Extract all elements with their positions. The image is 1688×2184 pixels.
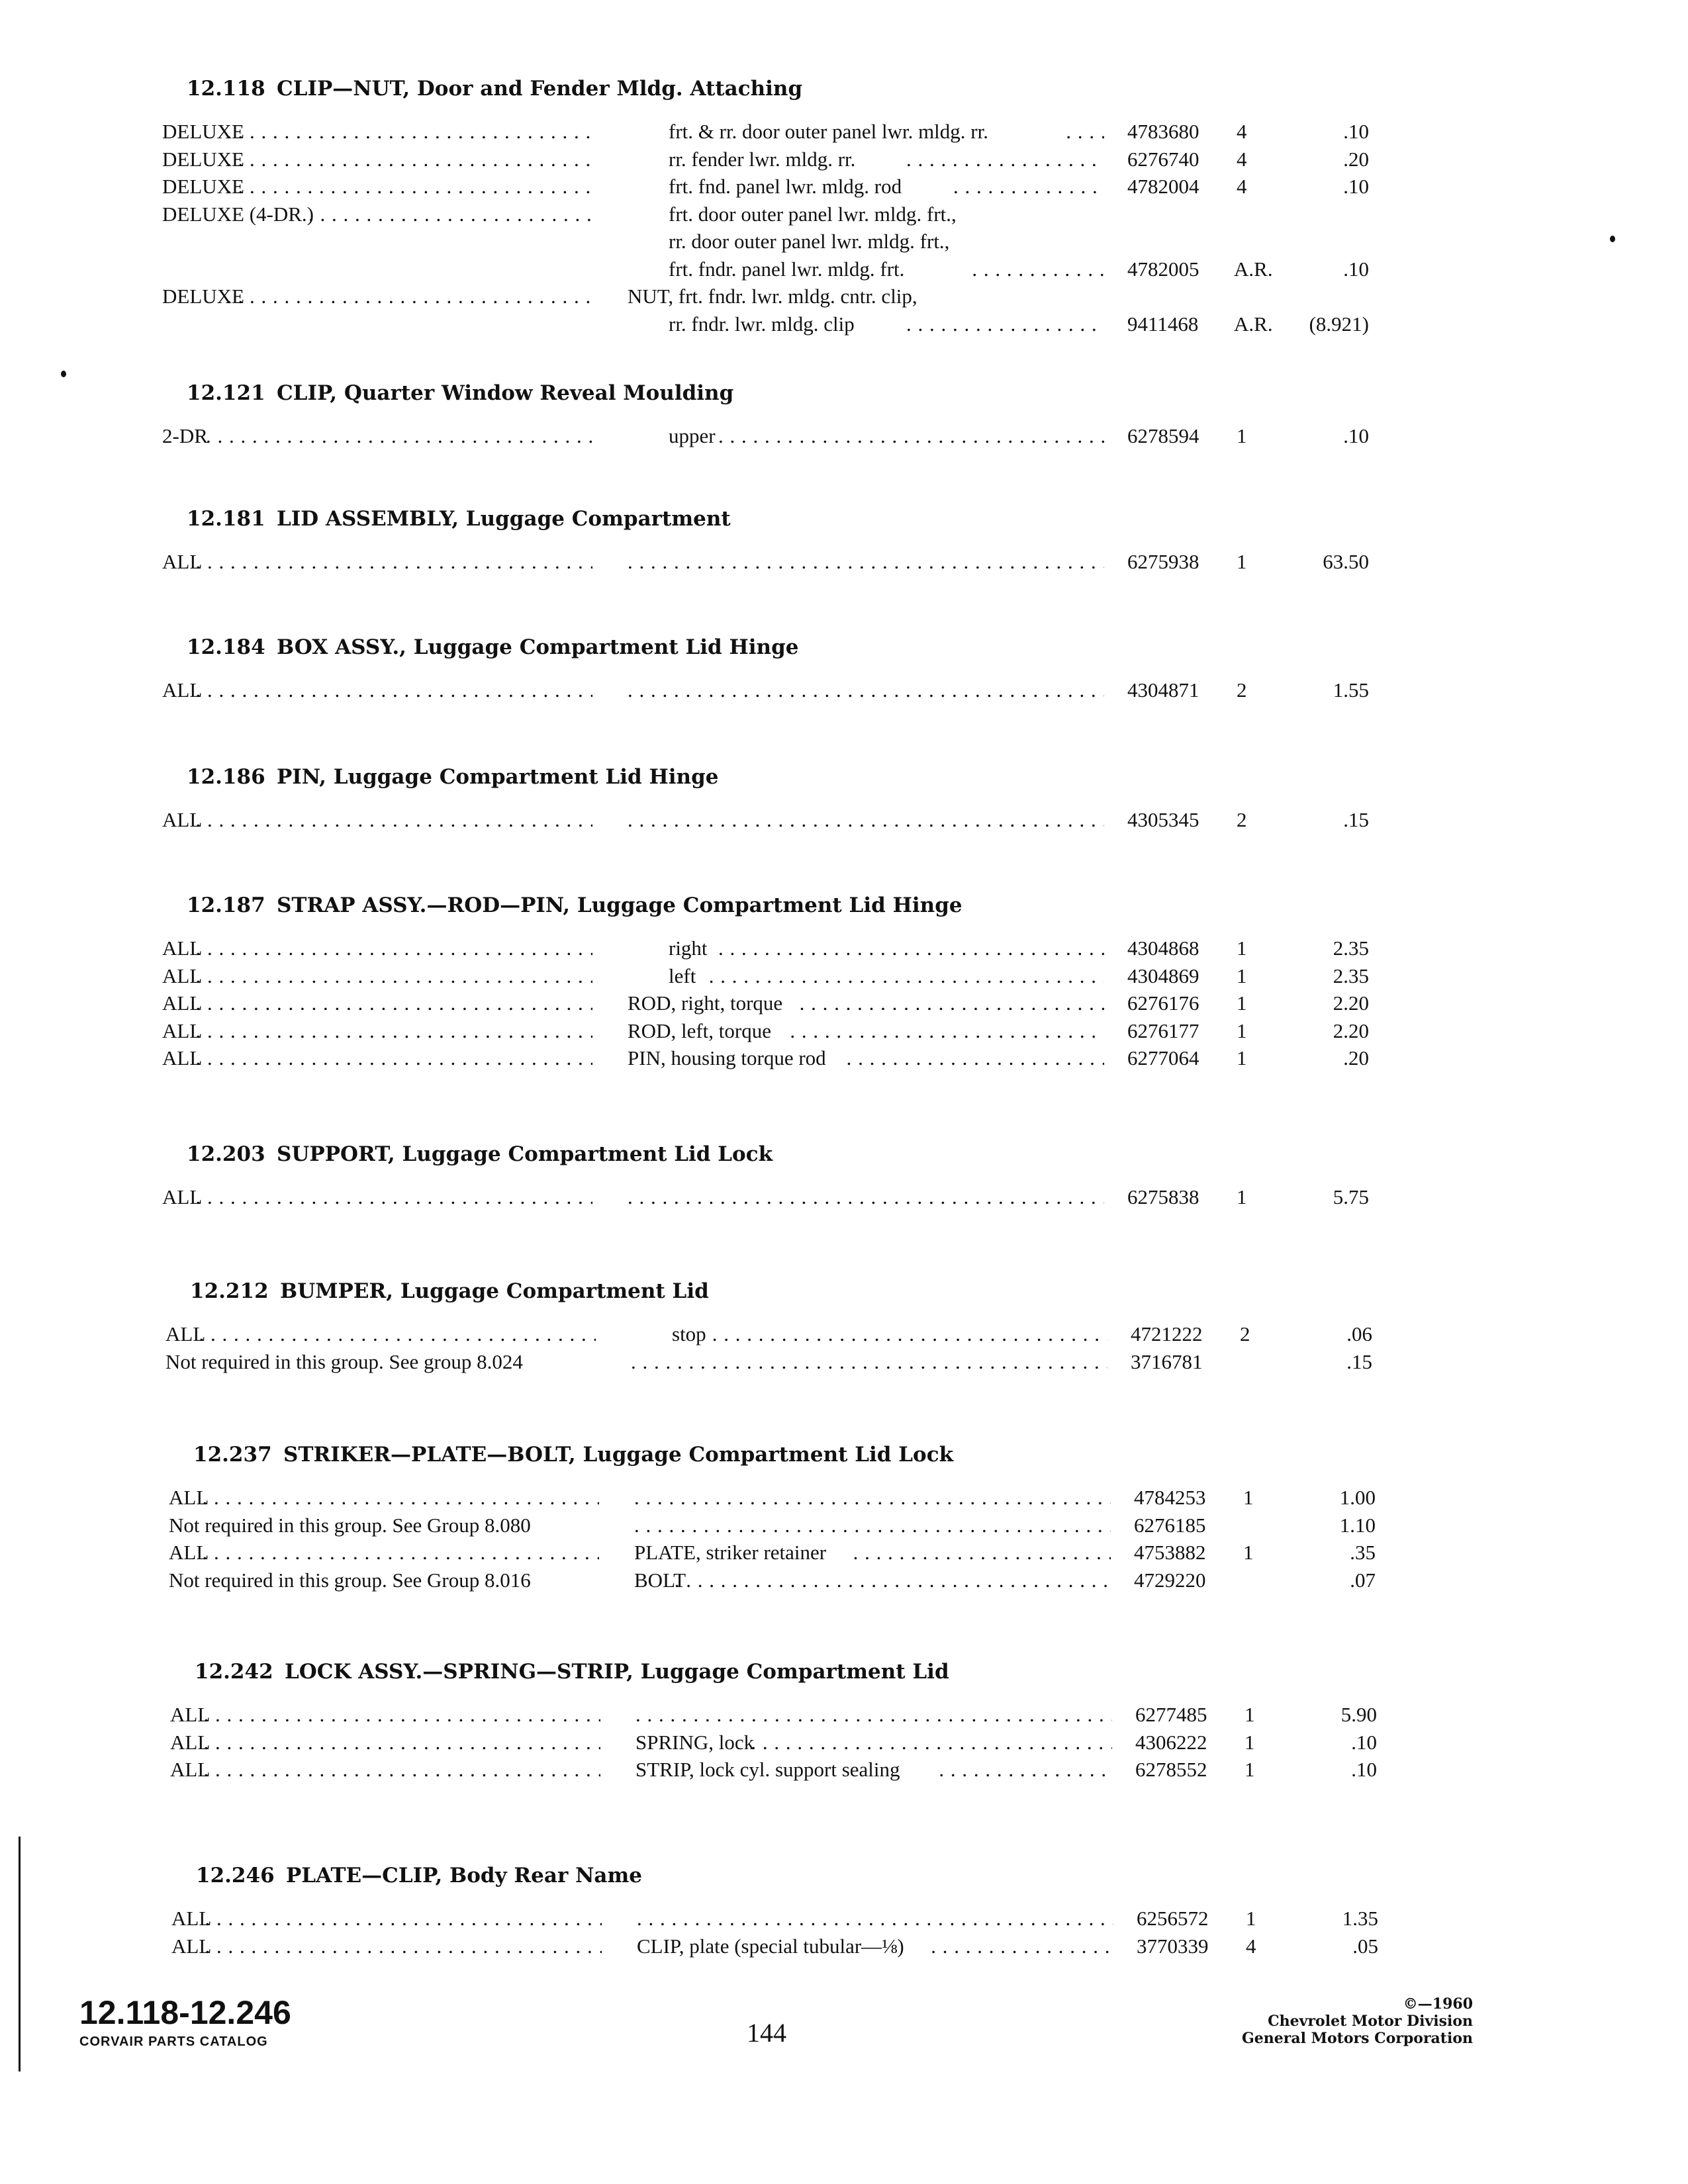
parts-row	[0, 1348, 1688, 1376]
description-cell: rr. door outer panel lwr. mldg. frt.,	[669, 230, 950, 253]
group-number: 12.184	[187, 635, 265, 659]
quantity-cell: 1	[1237, 550, 1247, 573]
dot-leader	[637, 1905, 1113, 1933]
parts-row	[0, 989, 1688, 1017]
part-number-cell: 6276185	[1134, 1513, 1206, 1537]
parts-row	[0, 1933, 1688, 1960]
part-number-cell: 6276177	[1127, 1019, 1199, 1042]
quantity-cell: 4	[1246, 1934, 1256, 1958]
dot-leader	[308, 201, 592, 228]
dot-leader	[972, 255, 1104, 283]
group-number: 12.203	[187, 1142, 265, 1166]
part-number-cell: 3770339	[1137, 1934, 1209, 1958]
model-cell: Not required in this group. See Group 8.016	[169, 1568, 531, 1592]
corporation-line: General Motors Corporation	[1241, 2030, 1473, 2047]
description-cell: frt. fnd. panel lwr. mldg. rod	[669, 175, 902, 198]
model-cell: ALL	[162, 1046, 203, 1069]
group-title: LOCK ASSY.—SPRING—STRIP, Luggage Compartment Lid	[285, 1660, 949, 1684]
quantity-cell: 1	[1244, 1758, 1255, 1781]
part-number-cell: 4784253	[1134, 1486, 1206, 1509]
quantity-cell: 2	[1237, 808, 1247, 831]
dot-leader	[628, 1183, 1104, 1211]
group-number: 12.212	[190, 1279, 269, 1303]
price-cell: .10	[1343, 257, 1369, 281]
quantity-cell: 1	[1237, 1046, 1247, 1069]
group-title: PLATE—CLIP, Body Rear Name	[286, 1864, 643, 1888]
group-heading	[0, 630, 1688, 670]
quantity-cell: 1	[1244, 1730, 1255, 1754]
model-cell: DELUXE (4-DR.)	[162, 202, 314, 226]
parts-group	[0, 1655, 1688, 1784]
price-cell: .20	[1343, 147, 1369, 171]
model-cell: ALL	[165, 1322, 206, 1345]
description-cell: rr. fndr. lwr. mldg. clip	[669, 312, 855, 336]
price-cell: 1.10	[1339, 1513, 1376, 1537]
description-cell: right	[669, 936, 708, 960]
parts-row	[0, 1701, 1688, 1729]
parts-row	[0, 146, 1688, 173]
price-cell: 2.20	[1333, 1019, 1369, 1042]
model-cell: ALL	[162, 1019, 203, 1042]
description-cell: left	[669, 964, 696, 987]
dot-leader	[203, 1539, 600, 1567]
group-number: 12.121	[187, 381, 265, 405]
dot-leader	[635, 1701, 1112, 1729]
quantity-cell: 1	[1237, 424, 1247, 447]
model-cell: ALL	[162, 808, 203, 831]
group-title: PIN, Luggage Compartment Lid Hinge	[277, 765, 719, 789]
part-number-cell: 4729220	[1134, 1568, 1206, 1592]
description-cell: ROD, right, torque	[628, 991, 783, 1015]
dot-leader	[196, 962, 593, 990]
dot-leader	[196, 806, 593, 834]
parts-row	[0, 934, 1688, 962]
part-number-cell: 4304868	[1127, 936, 1199, 960]
parts-rows	[0, 422, 1688, 450]
parts-group	[0, 502, 1688, 576]
price-cell: 2.35	[1333, 936, 1369, 960]
model-cell: DELUXE	[162, 120, 244, 143]
dot-leader	[196, 1183, 593, 1211]
price-cell: 1.00	[1339, 1486, 1376, 1509]
description-cell: CLIP, plate (special tubular—⅛)	[637, 1934, 904, 1958]
parts-row	[0, 173, 1688, 201]
model-cell: ALL	[162, 936, 203, 960]
page-number: 144	[747, 2018, 786, 2048]
model-cell: ALL	[162, 678, 203, 702]
quantity-cell: 4	[1237, 175, 1247, 198]
dot-leader	[226, 118, 592, 146]
price-cell: .10	[1343, 175, 1369, 198]
quantity-cell: 1	[1243, 1486, 1254, 1509]
part-number-cell: 6278552	[1135, 1758, 1207, 1781]
publisher-block	[1242, 1995, 1473, 2047]
parts-rows	[0, 676, 1688, 704]
parts-rows	[0, 1905, 1688, 1960]
parts-group	[0, 1437, 1688, 1594]
dot-leader	[853, 1539, 1111, 1567]
parts-group	[0, 760, 1688, 834]
parts-group	[0, 376, 1688, 450]
description-cell: STRIP, lock cyl. support sealing	[635, 1758, 900, 1781]
quantity-cell: 1	[1237, 964, 1247, 987]
dot-leader	[931, 1933, 1113, 1960]
parts-row	[0, 1905, 1688, 1933]
dot-leader	[790, 1017, 1104, 1045]
price-cell: .07	[1350, 1568, 1376, 1592]
part-number-cell: 4305345	[1127, 808, 1199, 831]
quantity-cell: A.R.	[1234, 312, 1273, 336]
group-number: 12.187	[187, 893, 265, 917]
price-cell: 63.50	[1323, 550, 1369, 573]
parts-row	[0, 1320, 1688, 1348]
price-cell: .10	[1343, 424, 1369, 447]
group-title: BUMPER, Luggage Compartment Lid	[280, 1279, 709, 1303]
price-cell: 5.75	[1333, 1185, 1369, 1208]
dot-leader	[204, 1701, 601, 1729]
description-cell: NUT, frt. fndr. lwr. mldg. cntr. clip,	[628, 285, 917, 308]
dot-leader	[226, 283, 592, 310]
group-title: STRAP ASSY.—ROD—PIN, Luggage Compartment Lid Hinge	[277, 893, 962, 917]
group-heading	[0, 1858, 1688, 1898]
parts-group	[0, 71, 1688, 338]
parts-rows	[0, 118, 1688, 338]
description-cell: rr. fender lwr. mldg. rr.	[669, 147, 856, 171]
dot-leader	[847, 1044, 1104, 1072]
parts-rows	[0, 1701, 1688, 1784]
dot-leader	[205, 1905, 602, 1933]
group-heading	[0, 1655, 1688, 1694]
parts-row	[0, 1539, 1688, 1567]
group-heading	[0, 71, 1688, 111]
dot-leader	[196, 1017, 593, 1045]
parts-row	[0, 1044, 1688, 1072]
dot-leader	[206, 422, 592, 450]
dot-leader	[718, 934, 1104, 962]
parts-row	[0, 1484, 1688, 1512]
parts-group	[0, 1137, 1688, 1211]
model-cell: DELUXE	[162, 285, 244, 308]
dot-leader	[628, 676, 1104, 704]
price-cell: 2.20	[1333, 991, 1369, 1015]
group-heading	[0, 502, 1688, 541]
dot-leader	[199, 1320, 596, 1348]
description-cell: frt. & rr. door outer panel lwr. mldg. rr.	[669, 120, 988, 143]
parts-row	[0, 548, 1688, 576]
quantity-cell: 1	[1237, 991, 1247, 1015]
dot-leader	[204, 1756, 601, 1784]
speck-mark	[1610, 236, 1615, 242]
quantity-cell: 1	[1237, 1185, 1247, 1208]
dot-leader	[628, 806, 1104, 834]
parts-row	[0, 1756, 1688, 1784]
model-cell: ALL	[171, 1907, 212, 1930]
part-number-cell: 6276740	[1127, 147, 1199, 171]
model-cell: ALL	[162, 991, 203, 1015]
dot-leader	[1066, 118, 1104, 146]
quantity-cell: 1	[1237, 936, 1247, 960]
model-cell: Not required in this group. See group 8.024	[165, 1349, 523, 1373]
group-number: 12.118	[187, 77, 265, 101]
dot-leader	[196, 934, 593, 962]
footer-group-range: 12.118-12.246	[79, 1994, 291, 2031]
model-cell: ALL	[169, 1486, 209, 1509]
group-title: STRIKER—PLATE—BOLT, Luggage Compartment Lid Lock	[283, 1443, 954, 1467]
part-number-cell: 6277485	[1135, 1703, 1207, 1726]
dot-leader	[906, 310, 1104, 338]
parts-row	[0, 1183, 1688, 1211]
parts-row	[0, 676, 1688, 704]
parts-row	[0, 201, 1688, 228]
parts-group	[0, 888, 1688, 1072]
group-heading	[0, 1437, 1688, 1477]
part-number-cell: 6276176	[1127, 991, 1199, 1015]
parts-group	[0, 1274, 1688, 1375]
model-cell: ALL	[170, 1758, 211, 1781]
group-number: 12.181	[187, 507, 265, 531]
parts-rows	[0, 1320, 1688, 1375]
description-cell: SPRING, lock	[635, 1730, 755, 1754]
model-cell: ALL	[162, 550, 203, 573]
model-cell: Not required in this group. See Group 8.080	[169, 1513, 531, 1537]
parts-row	[0, 228, 1688, 255]
parts-group	[0, 1858, 1688, 1960]
parts-row	[0, 806, 1688, 834]
part-number-cell: 4782005	[1127, 257, 1199, 281]
group-number: 12.186	[187, 765, 265, 789]
model-cell: ALL	[170, 1730, 211, 1754]
description-cell: BOLT	[634, 1568, 686, 1592]
price-cell: 1.55	[1333, 678, 1369, 702]
model-cell: ALL	[162, 964, 203, 987]
price-cell: 2.35	[1333, 964, 1369, 987]
parts-row	[0, 962, 1688, 990]
copyright-line: ©—1960	[1403, 1995, 1473, 2013]
margin-rule	[19, 1837, 21, 2071]
quantity-cell: 1	[1246, 1907, 1256, 1930]
footer-catalog-name: CORVAIR PARTS CATALOG	[79, 2034, 268, 2049]
price-cell: (8.921)	[1309, 312, 1369, 336]
dot-leader	[751, 1729, 1112, 1756]
description-cell: PIN, housing torque rod	[628, 1046, 826, 1069]
quantity-cell: 4	[1237, 147, 1247, 171]
model-cell: DELUXE	[162, 147, 244, 171]
dot-leader	[712, 1320, 1107, 1348]
part-number-cell: 4753882	[1134, 1541, 1206, 1564]
price-cell: .15	[1343, 808, 1369, 831]
parts-rows	[0, 1183, 1688, 1211]
group-heading	[0, 760, 1688, 799]
description-cell: PLATE, striker retainer	[634, 1541, 827, 1564]
dot-leader	[196, 989, 593, 1017]
dot-leader	[203, 1484, 600, 1512]
group-number: 12.246	[196, 1864, 275, 1888]
model-cell: ALL	[170, 1703, 211, 1726]
dot-leader	[675, 1567, 1111, 1594]
price-cell: .10	[1351, 1758, 1377, 1781]
dot-leader	[800, 989, 1104, 1017]
model-cell: ALL	[171, 1934, 212, 1958]
group-title: LID ASSEMBLY, Luggage Compartment	[277, 507, 731, 531]
dot-leader	[628, 548, 1104, 576]
model-cell: DELUXE	[162, 175, 244, 198]
group-title: CLIP, Quarter Window Reveal Moulding	[277, 381, 734, 405]
group-title: SUPPORT, Luggage Compartment Lid Lock	[277, 1142, 773, 1166]
part-number-cell: 4306222	[1135, 1730, 1207, 1754]
parts-row	[0, 1512, 1688, 1539]
parts-row	[0, 1017, 1688, 1045]
dot-leader	[196, 676, 593, 704]
part-number-cell: 6277064	[1127, 1046, 1199, 1069]
price-cell: .20	[1343, 1046, 1369, 1069]
part-number-cell: 4304869	[1127, 964, 1199, 987]
dot-leader	[205, 1933, 602, 1960]
part-number-cell: 6275938	[1127, 550, 1199, 573]
dot-leader	[906, 146, 1104, 173]
parts-group	[0, 630, 1688, 704]
group-number: 12.237	[193, 1443, 272, 1467]
part-number-cell: 4721222	[1131, 1322, 1203, 1345]
parts-rows	[0, 1484, 1688, 1594]
description-cell: stop	[672, 1322, 706, 1345]
parts-row	[0, 1729, 1688, 1756]
price-cell: .05	[1352, 1934, 1378, 1958]
dot-leader	[226, 146, 592, 173]
dot-leader	[226, 173, 592, 201]
price-cell: .35	[1350, 1541, 1376, 1564]
quantity-cell: 2	[1237, 678, 1247, 702]
part-number-cell: 6256572	[1137, 1907, 1209, 1930]
dot-leader	[631, 1348, 1107, 1376]
price-cell: .10	[1343, 120, 1369, 143]
quantity-cell: 2	[1240, 1322, 1250, 1345]
group-heading	[0, 1274, 1688, 1314]
dot-leader	[196, 548, 593, 576]
group-heading	[0, 376, 1688, 416]
parts-rows	[0, 806, 1688, 834]
parts-row	[0, 1567, 1688, 1594]
model-cell: ALL	[169, 1541, 209, 1564]
description-cell: ROD, left, torque	[628, 1019, 771, 1042]
dot-leader	[709, 962, 1104, 990]
division-line: Chevrolet Motor Division	[1268, 2013, 1473, 2030]
dot-leader	[634, 1484, 1111, 1512]
quantity-cell: A.R.	[1234, 257, 1273, 281]
part-number-cell: 3716781	[1131, 1349, 1203, 1373]
price-cell: .10	[1351, 1730, 1377, 1754]
price-cell: 5.90	[1340, 1703, 1377, 1726]
parts-row	[0, 422, 1688, 450]
group-heading	[0, 1137, 1688, 1177]
dot-leader	[634, 1512, 1111, 1539]
part-number-cell: 4304871	[1127, 678, 1199, 702]
dot-leader	[204, 1729, 601, 1756]
description-cell: frt. door outer panel lwr. mldg. frt.,	[669, 202, 957, 226]
speck-mark	[61, 371, 66, 377]
group-title: BOX ASSY., Luggage Compartment Lid Hinge	[277, 635, 799, 659]
description-cell: frt. fndr. panel lwr. mldg. frt.	[669, 257, 905, 281]
part-number-cell: 4782004	[1127, 175, 1199, 198]
quantity-cell: 1	[1237, 1019, 1247, 1042]
parts-rows	[0, 548, 1688, 576]
parts-row	[0, 118, 1688, 146]
parts-row	[0, 310, 1688, 338]
dot-leader	[196, 1044, 593, 1072]
group-number: 12.242	[195, 1660, 273, 1684]
parts-rows	[0, 934, 1688, 1072]
part-number-cell: 6278594	[1127, 424, 1199, 447]
quantity-cell: 1	[1244, 1703, 1255, 1726]
dot-leader	[939, 1756, 1112, 1784]
part-number-cell: 6275838	[1127, 1185, 1199, 1208]
description-cell: upper	[669, 424, 716, 447]
part-number-cell: 4783680	[1127, 120, 1199, 143]
quantity-cell: 1	[1243, 1541, 1254, 1564]
group-heading	[0, 888, 1688, 928]
parts-row	[0, 255, 1688, 283]
dot-leader	[953, 173, 1104, 201]
quantity-cell: 4	[1237, 120, 1247, 143]
price-cell: .06	[1346, 1322, 1372, 1345]
price-cell: 1.35	[1342, 1907, 1378, 1930]
dot-leader	[718, 422, 1104, 450]
parts-row	[0, 283, 1688, 310]
price-cell: .15	[1346, 1349, 1372, 1373]
part-number-cell: 9411468	[1127, 312, 1199, 336]
group-title: CLIP—NUT, Door and Fender Mldg. Attaching	[277, 77, 803, 101]
model-cell: 2-DR	[162, 424, 208, 447]
model-cell: ALL	[162, 1185, 203, 1208]
